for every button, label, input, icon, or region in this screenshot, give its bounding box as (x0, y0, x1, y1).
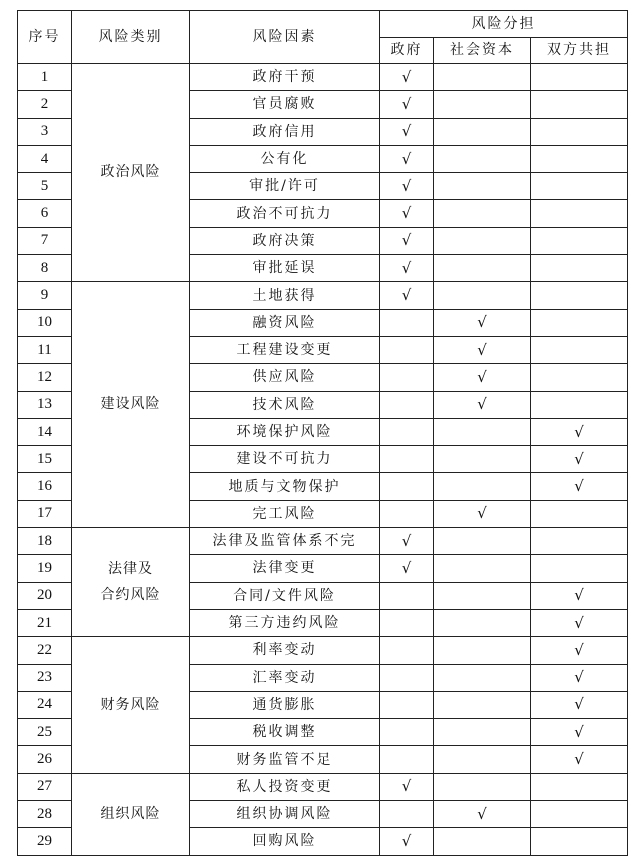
empty-cell-social-capital (434, 528, 531, 555)
empty-cell-shared (531, 828, 628, 855)
check-mark-shared: √ (531, 609, 628, 636)
check-mark-shared: √ (531, 446, 628, 473)
check-mark-government: √ (380, 200, 434, 227)
row-number: 28 (18, 801, 72, 828)
empty-cell-shared (531, 282, 628, 309)
row-number: 10 (18, 309, 72, 336)
check-mark-social-capital: √ (434, 801, 531, 828)
empty-cell-social-capital (434, 719, 531, 746)
row-number: 29 (18, 828, 72, 855)
check-mark-social-capital: √ (434, 364, 531, 391)
check-mark-social-capital: √ (434, 391, 531, 418)
risk-factor: 合同/文件风险 (190, 582, 380, 609)
risk-factor: 法律及监管体系不完 (190, 528, 380, 555)
row-number: 11 (18, 336, 72, 363)
empty-cell-social-capital (434, 582, 531, 609)
header-category: 风险类别 (72, 11, 190, 64)
empty-cell-government (380, 473, 434, 500)
table-row (18, 773, 628, 800)
risk-factor: 建设不可抗力 (190, 446, 380, 473)
check-mark-government: √ (380, 773, 434, 800)
empty-cell-government (380, 418, 434, 445)
risk-factor: 组织协调风险 (190, 801, 380, 828)
empty-cell-social-capital (434, 118, 531, 145)
risk-category: 政治风险 (72, 64, 190, 282)
risk-factor: 利率变动 (190, 637, 380, 664)
row-number: 7 (18, 227, 72, 254)
empty-cell-social-capital (434, 173, 531, 200)
risk-factor: 回购风险 (190, 828, 380, 855)
row-number: 6 (18, 200, 72, 227)
check-mark-social-capital: √ (434, 309, 531, 336)
row-number: 26 (18, 746, 72, 773)
risk-factor: 汇率变动 (190, 664, 380, 691)
risk-factor: 完工风险 (190, 500, 380, 527)
risk-factor: 审批延误 (190, 255, 380, 282)
empty-cell-social-capital (434, 91, 531, 118)
row-number: 16 (18, 473, 72, 500)
risk-allocation-table-wrapper (17, 10, 628, 856)
empty-cell-social-capital (434, 446, 531, 473)
empty-cell-social-capital (434, 828, 531, 855)
risk-factor: 融资风险 (190, 309, 380, 336)
check-mark-shared: √ (531, 746, 628, 773)
empty-cell-social-capital (434, 64, 531, 91)
empty-cell-shared (531, 173, 628, 200)
empty-cell-shared (531, 145, 628, 172)
check-mark-government: √ (380, 528, 434, 555)
empty-cell-shared (531, 391, 628, 418)
row-number: 1 (18, 64, 72, 91)
check-mark-government: √ (380, 282, 434, 309)
check-mark-social-capital: √ (434, 500, 531, 527)
row-number: 9 (18, 282, 72, 309)
check-mark-shared: √ (531, 418, 628, 445)
empty-cell-shared (531, 309, 628, 336)
risk-allocation-table (17, 10, 628, 856)
check-mark-shared: √ (531, 719, 628, 746)
header-factor: 风险因素 (190, 11, 380, 64)
header-government: 政府 (380, 37, 434, 64)
check-mark-government: √ (380, 828, 434, 855)
empty-cell-shared (531, 500, 628, 527)
empty-cell-shared (531, 118, 628, 145)
row-number: 13 (18, 391, 72, 418)
empty-cell-social-capital (434, 255, 531, 282)
table-row (18, 282, 628, 309)
row-number: 5 (18, 173, 72, 200)
row-number: 27 (18, 773, 72, 800)
row-number: 14 (18, 418, 72, 445)
row-number: 18 (18, 528, 72, 555)
table-body (18, 64, 628, 856)
empty-cell-shared (531, 364, 628, 391)
row-number: 25 (18, 719, 72, 746)
risk-factor: 供应风险 (190, 364, 380, 391)
header-allocation: 风险分担 (380, 11, 628, 38)
empty-cell-shared (531, 91, 628, 118)
header-row-top (18, 11, 628, 38)
empty-cell-shared (531, 227, 628, 254)
check-mark-social-capital: √ (434, 336, 531, 363)
empty-cell-social-capital (434, 227, 531, 254)
risk-factor: 政府信用 (190, 118, 380, 145)
check-mark-government: √ (380, 173, 434, 200)
empty-cell-government (380, 364, 434, 391)
empty-cell-government (380, 336, 434, 363)
table-row (18, 528, 628, 555)
row-number: 12 (18, 364, 72, 391)
risk-category: 法律及 合约风险 (72, 528, 190, 637)
risk-factor: 政治不可抗力 (190, 200, 380, 227)
risk-factor: 土地获得 (190, 282, 380, 309)
row-number: 8 (18, 255, 72, 282)
row-number: 15 (18, 446, 72, 473)
row-number: 22 (18, 637, 72, 664)
risk-factor: 通货膨胀 (190, 691, 380, 718)
empty-cell-government (380, 609, 434, 636)
empty-cell-social-capital (434, 664, 531, 691)
empty-cell-government (380, 664, 434, 691)
empty-cell-shared (531, 528, 628, 555)
risk-factor: 技术风险 (190, 391, 380, 418)
empty-cell-social-capital (434, 691, 531, 718)
empty-cell-shared (531, 555, 628, 582)
empty-cell-government (380, 691, 434, 718)
empty-cell-shared (531, 255, 628, 282)
empty-cell-social-capital (434, 773, 531, 800)
empty-cell-social-capital (434, 609, 531, 636)
check-mark-government: √ (380, 255, 434, 282)
empty-cell-shared (531, 773, 628, 800)
empty-cell-shared (531, 64, 628, 91)
check-mark-shared: √ (531, 664, 628, 691)
check-mark-shared: √ (531, 582, 628, 609)
empty-cell-social-capital (434, 637, 531, 664)
row-number: 2 (18, 91, 72, 118)
check-mark-government: √ (380, 145, 434, 172)
empty-cell-social-capital (434, 418, 531, 445)
empty-cell-social-capital (434, 145, 531, 172)
header-index: 序号 (18, 11, 72, 64)
empty-cell-social-capital (434, 282, 531, 309)
risk-factor: 政府干预 (190, 64, 380, 91)
row-number: 4 (18, 145, 72, 172)
row-number: 21 (18, 609, 72, 636)
empty-cell-shared (531, 801, 628, 828)
empty-cell-government (380, 446, 434, 473)
empty-cell-shared (531, 200, 628, 227)
empty-cell-government (380, 637, 434, 664)
risk-factor: 地质与文物保护 (190, 473, 380, 500)
empty-cell-government (380, 746, 434, 773)
empty-cell-social-capital (434, 555, 531, 582)
risk-factor: 第三方违约风险 (190, 609, 380, 636)
check-mark-government: √ (380, 64, 434, 91)
risk-factor: 环境保护风险 (190, 418, 380, 445)
check-mark-shared: √ (531, 691, 628, 718)
header-social-capital: 社会资本 (434, 37, 531, 64)
empty-cell-shared (531, 336, 628, 363)
empty-cell-government (380, 500, 434, 527)
table-row (18, 637, 628, 664)
risk-category: 财务风险 (72, 637, 190, 773)
risk-factor: 工程建设变更 (190, 336, 380, 363)
risk-factor: 法律变更 (190, 555, 380, 582)
empty-cell-government (380, 719, 434, 746)
risk-factor: 官员腐败 (190, 91, 380, 118)
empty-cell-social-capital (434, 200, 531, 227)
check-mark-shared: √ (531, 637, 628, 664)
risk-factor: 财务监管不足 (190, 746, 380, 773)
row-number: 3 (18, 118, 72, 145)
check-mark-government: √ (380, 227, 434, 254)
empty-cell-government (380, 582, 434, 609)
row-number: 19 (18, 555, 72, 582)
risk-factor: 公有化 (190, 145, 380, 172)
check-mark-government: √ (380, 118, 434, 145)
check-mark-government: √ (380, 91, 434, 118)
risk-category: 建设风险 (72, 282, 190, 528)
empty-cell-social-capital (434, 746, 531, 773)
risk-factor: 审批/许可 (190, 173, 380, 200)
risk-category: 组织风险 (72, 773, 190, 855)
check-mark-shared: √ (531, 473, 628, 500)
risk-factor: 政府决策 (190, 227, 380, 254)
empty-cell-social-capital (434, 473, 531, 500)
row-number: 20 (18, 582, 72, 609)
table-row (18, 64, 628, 91)
risk-factor: 私人投资变更 (190, 773, 380, 800)
empty-cell-government (380, 391, 434, 418)
row-number: 24 (18, 691, 72, 718)
check-mark-government: √ (380, 555, 434, 582)
row-number: 23 (18, 664, 72, 691)
empty-cell-government (380, 801, 434, 828)
header-shared: 双方共担 (531, 37, 628, 64)
risk-factor: 税收调整 (190, 719, 380, 746)
empty-cell-government (380, 309, 434, 336)
row-number: 17 (18, 500, 72, 527)
